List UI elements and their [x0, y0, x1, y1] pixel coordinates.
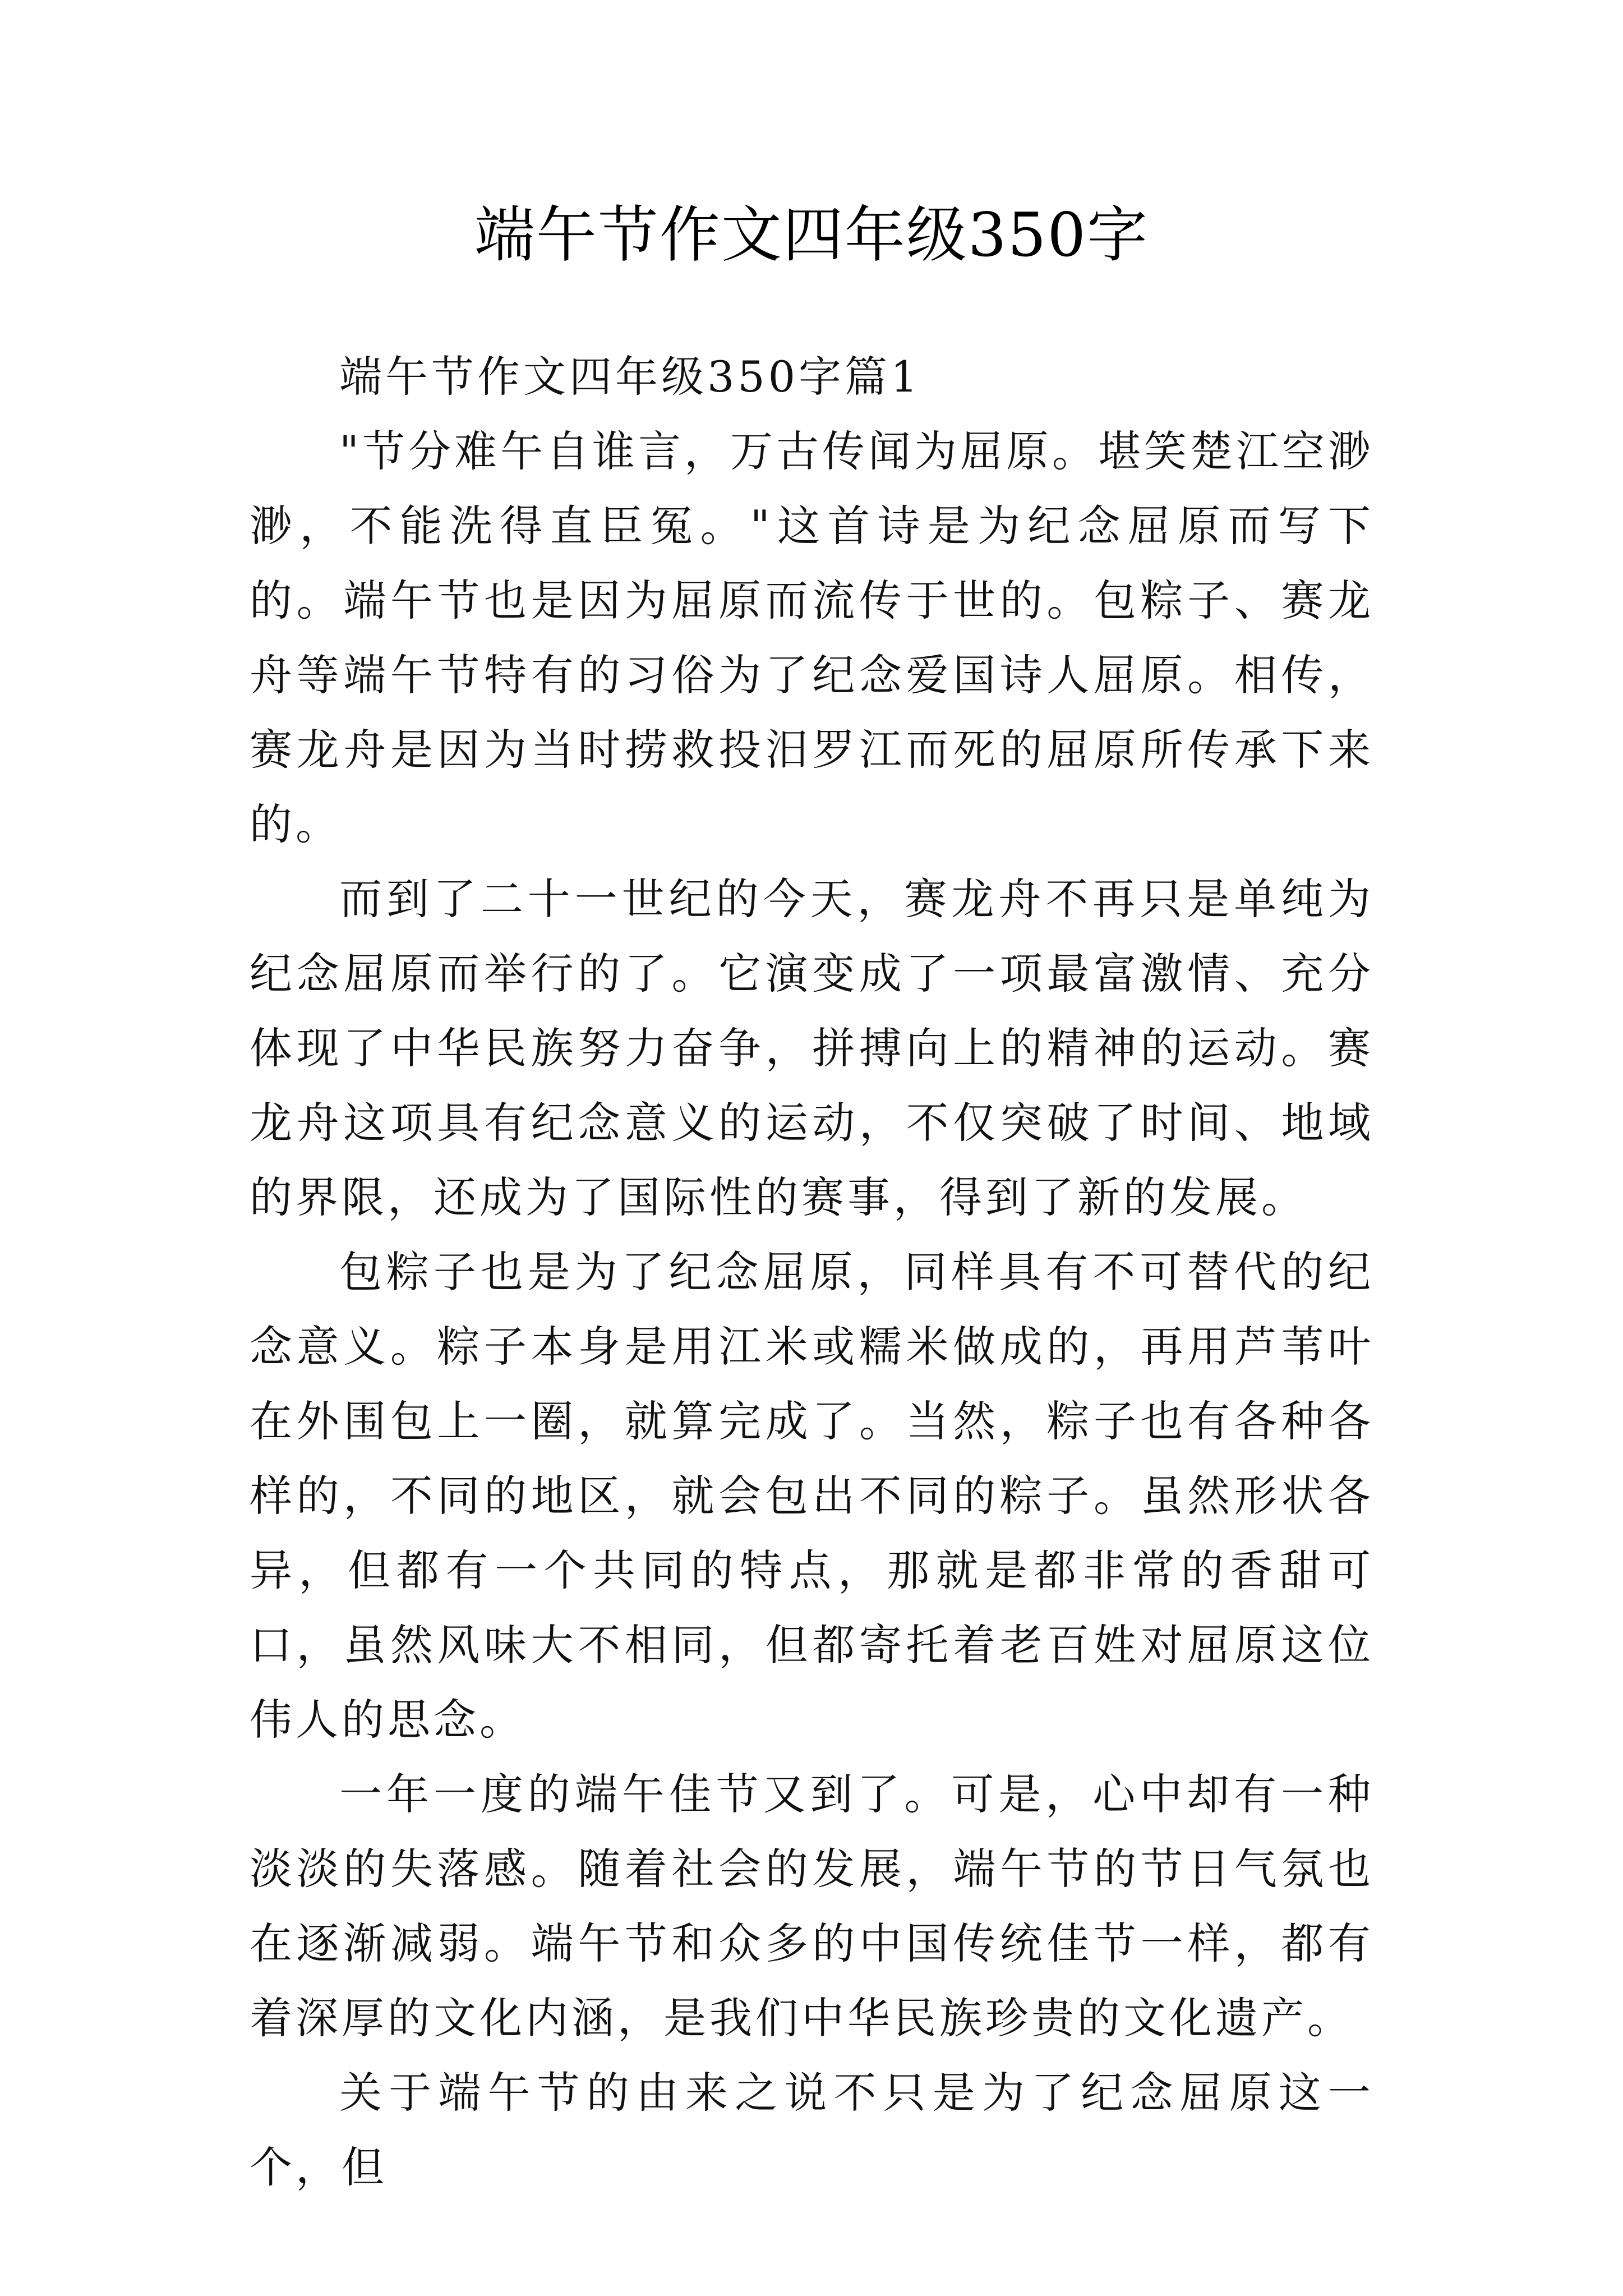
paragraph: 包粽子也是为了纪念屈原，同样具有不可替代的纪念意义。粽子本身是用江米或糯米做成的，再用芦苇叶在外围包上一圈，就算完成了。当然，粽子也有各种各样的，不同的地区，就会包出不同的粽子。虽然形状各异，但都有一个共同的特点，那就是都非常的香甜可口，虽然风味大不相同，但都寄托着老百姓对屈原这位伟人的思念。	[250, 1247, 1374, 1745]
paragraph: 关于端午节的由来之说不只是为了纪念屈原这一个，但	[250, 2068, 1374, 2192]
paragraph: "节分难午自谁言，万古传闻为屈原。堪笑楚江空渺渺，不能洗得直臣冤。"这首诗是为纪念屈原而写下的。端午节也是因为屈原而流传于世的。包粽子、赛龙舟等端午节特有的习俗为了纪念爱国诗人屈原。相传，赛龙舟是因为当时捞救投汨罗江而死的屈原所传承下来的。	[250, 426, 1374, 849]
paragraph: 而到了二十一世纪的今天，赛龙舟不再只是单纯为纪念屈原而举行的了。它演变成了一项最富激情、充分体现了中华民族努力奋争，拼搏向上的精神的运动。赛龙舟这项具有纪念意义的运动，不仅突破了时间、地域的界限，还成为了国际性的赛事，得到了新的发展。	[250, 874, 1374, 1222]
document-body	[250, 339, 1374, 2205]
paragraph: 一年一度的端午佳节又到了。可是，心中却有一种淡淡的失落感。随着社会的发展，端午节的节日气氛也在逐渐减弱。端午节和众多的中国传统佳节一样，都有着深厚的文化内涵，是我们中华民族珍贵的文化遗产。	[250, 1769, 1374, 2043]
paragraph-subtitle: 端午节作文四年级350字篇1	[339, 352, 921, 402]
document-title: 端午节作文四年级350字	[474, 200, 1149, 270]
